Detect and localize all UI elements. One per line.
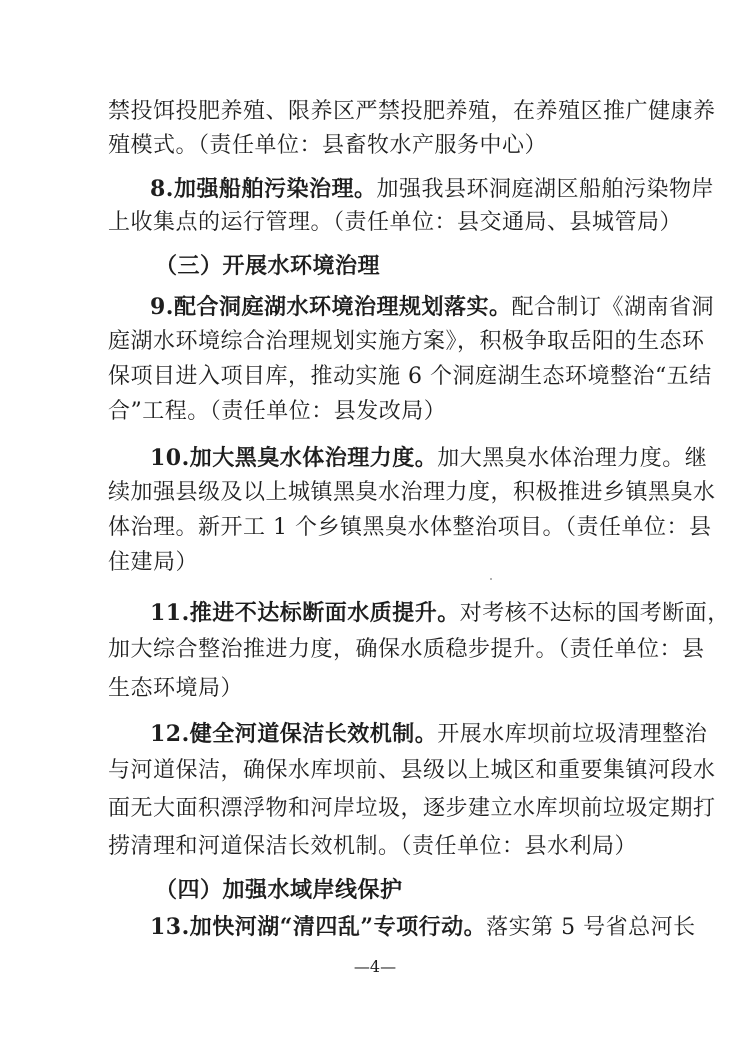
item-9 [150, 292, 714, 323]
item-title: 10.加大黑臭水体治理力度。 [150, 445, 438, 471]
item-text: 对考核不达标的国考断面， [459, 601, 730, 626]
item-8 [150, 174, 714, 205]
body-line: 体治理。新开工 1 个乡镇黑臭水体整治项目。（责任单位：县 [108, 515, 712, 540]
body-line: 殖模式。（责任单位：县畜牧水产服务中心） [108, 133, 548, 158]
item-text: 开展水库坝前垃圾清理整治 [437, 722, 708, 747]
body-line: 与河道保洁，确保水库坝前、县级以上城区和重要集镇河段水 [108, 758, 716, 783]
item-title: 13.加快河湖“清四乱”专项行动。 [150, 914, 487, 940]
body-line: 禁投饵投肥养殖、限养区严禁投肥养殖，在养殖区推广健康养 [108, 99, 716, 124]
item-12 [150, 719, 708, 750]
section-heading-3: （三）开展水环境治理 [155, 253, 381, 279]
item-title: 12.健全河道保洁长效机制。 [150, 721, 438, 747]
item-title: 9.配合洞庭湖水环境治理规划落实。 [150, 294, 512, 320]
body-line: 捞清理和河道保洁长效机制。（责任单位：县水利局） [108, 834, 638, 859]
item-11 [150, 598, 730, 629]
body-line: 住建局） [108, 550, 199, 575]
body-line: 生态环境局） [108, 676, 244, 701]
body-line: 面无大面积漂浮物和河岸垃圾，逐步建立水库坝前垃圾定期打 [108, 796, 716, 821]
scan-speck [490, 578, 492, 580]
item-text: 配合制订《湖南省洞 [511, 295, 714, 320]
body-line: 保项目进入项目库，推动实施 6 个洞庭湖生态环境整治“五结 [108, 364, 712, 389]
body-line: 续加强县级及以上城镇黑臭水治理力度，积极推进乡镇黑臭水 [108, 480, 716, 505]
item-title: 8.加强船舶污染治理。 [150, 176, 377, 202]
body-line: 庭湖水环境综合治理规划实施方案》，积极争取岳阳的生态环 [108, 329, 705, 354]
item-text: 落实第 5 号省总河长 [486, 915, 696, 940]
item-13 [150, 912, 696, 943]
item-title: 11.推进不达标断面水质提升。 [150, 600, 460, 626]
section-heading-4: （四）加强水域岸线保护 [155, 877, 403, 903]
item-10 [150, 443, 708, 474]
body-line: 上收集点的运行管理。（责任单位：县交通局、县城管局） [108, 210, 683, 235]
body-line: 加大综合整治推进力度，确保水质稳步提升。（责任单位：县 [108, 637, 705, 662]
item-text: 加大黑臭水体治理力度。继 [437, 446, 708, 471]
page-number: —4— [353, 957, 397, 976]
item-text: 加强我县环洞庭湖区船舶污染物岸 [376, 177, 714, 202]
body-line: 合”工程。（责任单位：县发改局） [108, 399, 447, 424]
